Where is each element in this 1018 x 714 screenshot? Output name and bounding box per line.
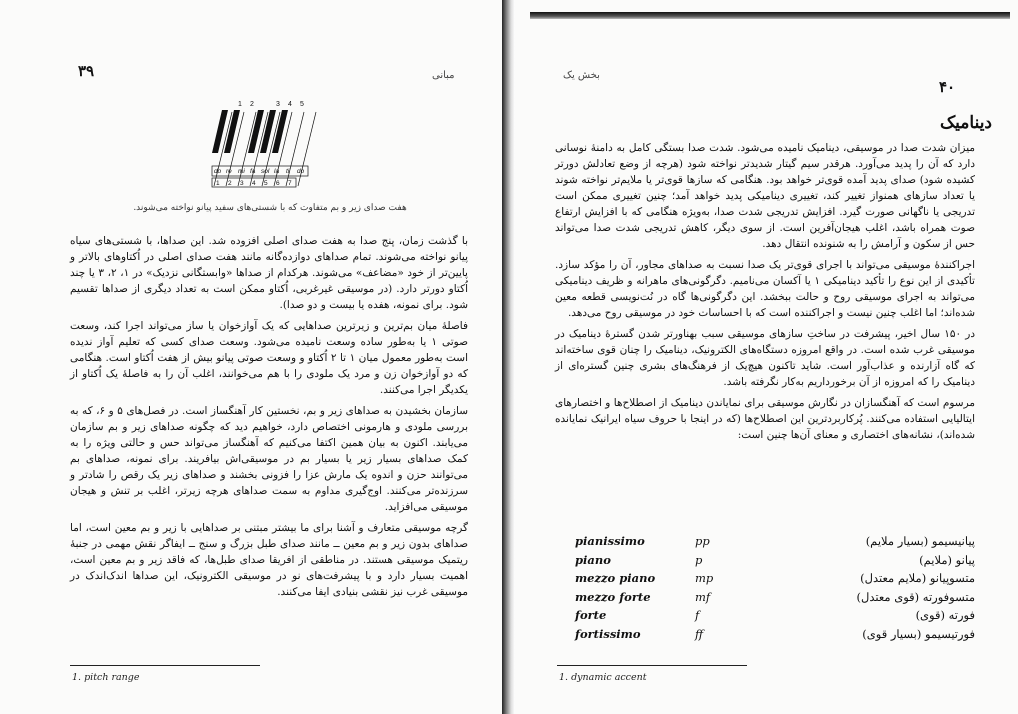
- note-name: la: [274, 168, 280, 175]
- note-name: ti: [286, 168, 290, 175]
- paragraph: گرچه موسیقی متعارف و آشنا برای ما بیشتر مبتنی بر صداهایی با زیر و بم معین است، اما صداهای بدون زیر و بم معین ــ مانند صدای طبل بزرگ و سنج ــ ایفاگر نقش مهمی در جنبهٔ ریتمیک موسیقی هستند. در مناطقی از افریقا صدای طبل‌ها، که فاقد زیر و بم معین است، اهمیت بسیار دارد و با پیشرفت‌های نو در موسیقی الکترونیک، این صداها اندک‌اندک در موسیقی غرب نیز نقشی بنیادی ایفا می‌کنند.: [70, 522, 468, 598]
- key-number: 1: [216, 180, 220, 187]
- table-row: [575, 606, 975, 625]
- key-number: 3: [240, 180, 244, 187]
- paragraph: اجراکنندهٔ موسیقی می‌تواند با اجرای قوی‌تر یک صدا نسبت به صداهای مجاور، آن را مؤکد سازد. تأکیدی از این نوع را تأکید دینامیکی ۱ یا آکسان می‌نامیم. دگرگونی‌های ماهرانه و ظریف دینامیکی می‌تواند به اجرای موسیقی روح و حالت ببخشد. این دگرگونی‌ها گاه در نُت‌نویسی قطعه معین شده‌اند؛ اما اغلب چنین نیست و اجراکننده است که با احساسات خود در موسیقی روح می‌دهد.: [555, 259, 975, 319]
- paragraph: سازمان بخشیدن به صداهای زیر و بم، نخستین کار آهنگساز است. در فصل‌های ۵ و ۶، که به بررسی ملودی و هارمونی اختصاص دارد، خواهیم دید که چگونه صداهای زیر و بم سازمان می‌یابند. اکنون به بیان همین اکتفا می‌کنیم که آهنگساز می‌تواند حس و حالتی ویژه را به کمک صداهای بسیار زیر یا بسیار بم در موسیقی‌اش بیافریند. برای نمونه، صداهای بم می‌توانند حزن و اندوه یک مارش عزا را فزونی بخشند و صداهای زیر یک رقص را شادتر و سرزنده‌تر می‌کنند. اوج‌گیری مداوم به سمت صداهای هرچه زیرتر، اغلب بر تنش و هیجان موسیقی می‌افزاید.: [70, 405, 468, 513]
- italian-term: mezzo forte: [575, 589, 651, 604]
- top-rule: [530, 12, 1010, 19]
- abbreviation: f: [695, 608, 700, 623]
- paragraph: در ۱۵۰ سال اخیر، پیشرفت در ساختِ سازهای موسیقی سبب بهناورتر شدن گسترهٔ دینامیک در موسیقی غرب شده است. در واقع امروزه دستگاه‌های الکترونیک، دینامیک را چنان قوی ساخته‌اند که گاه آزارنده و عذاب‌آور است. شاید تاکنون هیچ‌یک از فرهنگ‌های بشری چنین گستره‌ای از دینامیک را که امروزه از آن برخورداریم به‌کار نگرفته باشد.: [555, 328, 975, 388]
- finger-number: 5: [300, 101, 304, 108]
- footnote-rule: [557, 665, 747, 666]
- piano-keyboard-figure: [208, 98, 320, 198]
- persian-meaning: متسوپیانو (ملایم معتدل): [860, 571, 975, 586]
- abbreviation: mf: [695, 589, 711, 604]
- note-name: fa: [250, 168, 256, 175]
- note-name: do: [214, 168, 222, 175]
- abbreviation: ff: [695, 626, 704, 641]
- abbreviation: pp: [695, 534, 710, 549]
- finger-number: 1: [238, 101, 242, 108]
- table-row: [575, 625, 975, 644]
- page-number: ۴۰: [939, 78, 956, 96]
- note-name: do: [297, 168, 305, 175]
- paragraph: مرسوم است که آهنگسازان در نگارش موسیقی برای نمایاندن دینامیک از اصطلاح‌ها و اختصارهای ایتالیایی استفاده می‌کنند. پُرکاربردترین این اصطلاح‌ها (که در اینجا با حروف سیاه ایرانیک نمایانده شده‌اند)، نشانه‌های اختصاری و معنای آن‌ها چنین است:: [555, 397, 975, 441]
- abbreviation: mp: [695, 571, 714, 586]
- note-name: mi: [238, 168, 245, 175]
- key-number: 5: [264, 180, 268, 187]
- finger-number: 3: [276, 101, 280, 108]
- running-head: بخش یک: [563, 70, 600, 81]
- persian-meaning: فورته (قوی): [915, 608, 975, 623]
- persian-meaning: متسوفورته (قوی معتدل): [856, 589, 975, 604]
- right-body-text: [555, 140, 975, 448]
- italian-term: mezzo piano: [575, 571, 656, 586]
- abbreviation: p: [695, 552, 703, 567]
- key-number: 2: [228, 180, 232, 187]
- italian-term: forte: [575, 608, 607, 623]
- note-name: sol: [261, 168, 270, 175]
- italian-term: pianissimo: [575, 534, 645, 549]
- page-number: ۳۹: [78, 62, 95, 80]
- dynamics-table: [575, 532, 975, 643]
- left-body-text: [70, 233, 468, 605]
- table-row: [575, 532, 975, 551]
- right-page: [515, 0, 1018, 714]
- running-head: مبانی: [432, 70, 455, 81]
- footnote: 1. pitch range: [72, 672, 140, 683]
- finger-number: 4: [288, 101, 292, 108]
- figure-caption: هفت صدای زیر و بم متفاوت که با شستی‌های سفید پیانو نواخته می‌شوند.: [133, 203, 407, 213]
- italian-term: piano: [575, 552, 611, 567]
- paragraph: فاصلهٔ میان بم‌ترین و زیرترین صداهایی که یک آوازخوان یا ساز می‌تواند اجرا کند، وسعت صوتی ۱ یا به‌طور ساده وسعت نامیده می‌شود. وسعت صدای کسی که تعلیم آواز ندیده است به‌طور معمول میان ۱ تا ۲ اُکتاو و وسعت صوتی پیانو بیش از هفت اُکتاو است. هنگامی که دو آوازخوان زن و مرد یک ملودی را با هم می‌خوانند، اغلب آن را به فاصلهٔ یک اُکتاو از یکدیگر اجرا می‌کنند.: [70, 320, 469, 396]
- key-number: 7: [288, 180, 292, 187]
- key-number: 6: [276, 180, 280, 187]
- section-heading: دینامیک: [939, 113, 992, 133]
- table-row: [575, 569, 975, 588]
- footnote-rule: [70, 665, 260, 666]
- book-gutter: [502, 0, 515, 714]
- table-row: [575, 588, 975, 607]
- paragraph: میزان شدت صدا در موسیقی، دینامیک نامیده می‌شود. شدت صدا بستگی کامل به دامنهٔ نوسانی دارد که آن را پدید می‌آورد. هرقدر سیم گیتار شدیدتر نواخته شود (هرچه از وضع تعادلش دورتر کشیده شود) صدای پدید آمده قوی‌تر خواهد بود. هنگامی که سازها قوی‌تر یا ملایم‌تر نواخته شوند یا تعداد سازهای همنواز تغییر کند، تغییری دینامیکی پدید خواهد آمد؛ چنین تغییری ممکن است تدریجی یا ناگهانی صورت گیرد. افزایش تدریجی شدت صدا، به‌ویژه هنگامی که با افزایش ارتفاع صوت همراه باشد، اغلب هیجان‌آفرین است. از سوی دیگر، کاهش تدریجی شدت صدا می‌تواند حس از سکون و آرامش را به شنونده انتقال دهد.: [555, 142, 975, 250]
- persian-meaning: پیانیسیمو (بسیار ملایم): [865, 534, 975, 549]
- persian-meaning: فورتیسیمو (بسیار قوی): [862, 626, 975, 641]
- table-row: [575, 551, 975, 570]
- left-page: [0, 0, 502, 714]
- italian-term: fortissimo: [575, 626, 641, 641]
- key-number: 4: [252, 180, 256, 187]
- finger-number: 2: [250, 101, 254, 108]
- note-name: re: [226, 168, 232, 175]
- footnote: 1. dynamic accent: [559, 672, 647, 683]
- persian-meaning: پیانو (ملایم): [919, 552, 975, 567]
- paragraph: با گذشت زمان، پنج صدا به هفت صدای اصلی افزوده شد. این صداها، با شستی‌های سیاه پیانو نواخته می‌شوند. تمام صداهای دوازده‌گانه مانند هفت صدای اصلی در اُکتاوهای بالاتر و پایین‌تر از خود «مضاعف» می‌شوند. هرکدام از صداها «وابستگانی نزدیک» در ۱، ۲، ۳ یا چند اُکتاو دورتر دارد. (در موسیقی غیرغربی، اُکتاو ممکن است به تعداد دیگری از صداها تقسیم شود. برای نمونه، هفده یا بیست و دو صدا).: [70, 235, 468, 311]
